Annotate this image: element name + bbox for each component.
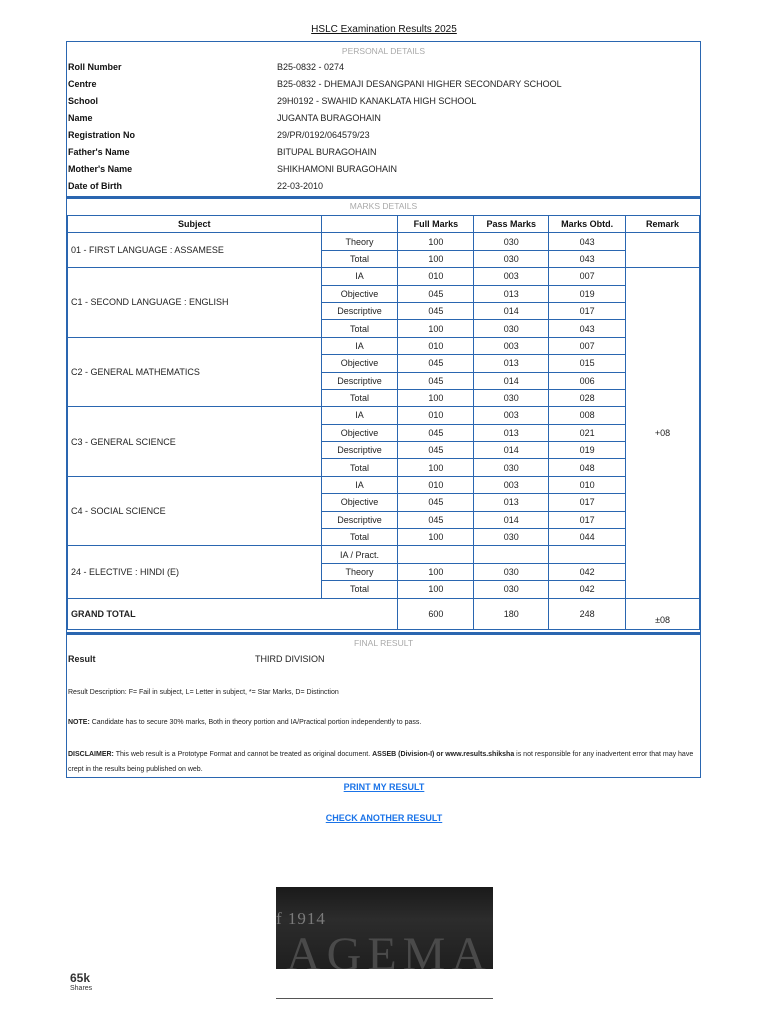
subject-name: C2 - GENERAL MATHEMATICS — [68, 337, 322, 407]
personal-detail-value: B25-0832 - DHEMAJI DESANGPANI HIGHER SECONDARY SCHOOL — [277, 79, 562, 89]
part-cell: Theory — [321, 233, 398, 250]
full-marks-cell: 100 — [398, 250, 474, 267]
full-marks-cell: 045 — [398, 285, 474, 302]
result-label: Result — [68, 654, 96, 664]
result-card — [66, 41, 701, 778]
advertisement-image[interactable] — [276, 887, 493, 969]
marks-obtained-cell: 021 — [549, 424, 626, 441]
personal-detail-value: SHIKHAMONI BURAGOHAIN — [277, 164, 398, 174]
print-result-link[interactable]: PRINT MY RESULT — [343, 782, 425, 792]
part-cell: Total — [321, 250, 398, 267]
pass-marks-cell: 030 — [474, 563, 549, 580]
note-text: Candidate has to secure 30% marks, Both in theory portion and IA/Practical portion independently to pass. — [89, 719, 422, 726]
pass-marks-cell: 013 — [474, 285, 549, 302]
personal-detail-label: Centre — [68, 79, 97, 89]
full-marks-cell: 045 — [398, 302, 474, 319]
part-cell: Total — [321, 389, 398, 406]
note — [68, 715, 696, 730]
pass-marks-cell: 014 — [474, 372, 549, 389]
part-cell: Descriptive — [321, 302, 398, 319]
part-cell: IA — [321, 337, 398, 354]
personal-detail-label: Father's Name — [68, 147, 130, 157]
result-value: THIRD DIVISION — [255, 654, 325, 664]
personal-detail-row — [67, 75, 700, 92]
marks-obtained-cell: 007 — [549, 268, 626, 285]
subject-name: C1 - SECOND LANGUAGE : ENGLISH — [68, 268, 322, 338]
full-marks-cell: 100 — [398, 320, 474, 337]
ad-text-title: AGEMA — [286, 928, 492, 969]
personal-detail-value: BITUPAL BURAGOHAIN — [277, 147, 377, 157]
remark-cell — [626, 233, 700, 268]
note-label: NOTE: — [68, 719, 90, 726]
disclaimer-label: DISCLAIMER: — [68, 751, 114, 758]
shares-count: 65k — [70, 971, 91, 985]
personal-detail-row — [67, 126, 700, 143]
ad-divider — [276, 998, 493, 999]
full-marks-cell: 100 — [398, 389, 474, 406]
part-cell: Objective — [321, 494, 398, 511]
subject-name: C4 - SOCIAL SCIENCE — [68, 476, 322, 546]
part-cell: Descriptive — [321, 372, 398, 389]
full-marks-cell — [398, 546, 474, 563]
personal-detail-row — [67, 92, 700, 109]
disclaimer-text: This web result is a Prototype Format and cannot be treated as original document. — [113, 751, 373, 758]
pass-marks-cell: 030 — [474, 320, 549, 337]
col-full-marks-header: Full Marks — [398, 216, 474, 233]
disclaimer — [68, 747, 696, 777]
marks-obtained-cell: 048 — [549, 459, 626, 476]
full-marks-cell: 010 — [398, 268, 474, 285]
pass-marks-cell: 030 — [474, 250, 549, 267]
personal-detail-label: School — [68, 96, 99, 106]
final-result-heading: FINAL RESULT — [353, 638, 414, 648]
part-cell: Total — [321, 320, 398, 337]
part-cell: IA — [321, 407, 398, 424]
marks-obtained-cell: 028 — [549, 389, 626, 406]
part-cell: Total — [321, 529, 398, 546]
personal-detail-row — [67, 160, 700, 177]
marks-row — [68, 407, 700, 424]
personal-details-heading: PERSONAL DETAILS — [341, 46, 426, 56]
check-another-result-link[interactable]: CHECK ANOTHER RESULT — [325, 813, 443, 823]
full-marks-cell: 100 — [398, 459, 474, 476]
full-marks-cell: 045 — [398, 424, 474, 441]
full-marks-cell: 100 — [398, 581, 474, 598]
subject-name: 01 - FIRST LANGUAGE : ASSAMESE — [68, 233, 322, 268]
part-cell: Objective — [321, 285, 398, 302]
col-pass-marks-header: Pass Marks — [474, 216, 549, 233]
part-cell: Descriptive — [321, 442, 398, 459]
grand-total-label: GRAND TOTAL — [68, 598, 398, 629]
marks-obtained-cell: 042 — [549, 581, 626, 598]
pass-marks-cell: 030 — [474, 389, 549, 406]
marks-obtained-cell: 008 — [549, 407, 626, 424]
personal-detail-label: Date of Birth — [68, 181, 122, 191]
marks-details-heading: MARKS DETAILS — [349, 201, 418, 211]
ad-text-year: f 1914 — [276, 909, 326, 928]
part-cell: IA / Pract. — [321, 546, 398, 563]
shares-label: Shares — [70, 985, 93, 992]
col-part-header — [321, 216, 398, 233]
marks-table — [67, 215, 700, 630]
result-description: Result Description: F= Fail in subject, L= Letter in subject, *= Star Marks, D= Distinction — [68, 689, 339, 696]
marks-obtained-cell: 043 — [549, 250, 626, 267]
marks-obtained-cell: 010 — [549, 476, 626, 493]
marks-row — [68, 476, 700, 493]
pass-marks-cell: 030 — [474, 581, 549, 598]
pass-marks-cell: 003 — [474, 476, 549, 493]
pass-marks-cell: 014 — [474, 302, 549, 319]
marks-row — [68, 233, 700, 250]
marks-obtained-cell: 015 — [549, 355, 626, 372]
grand-total-row — [68, 598, 700, 629]
marks-obtained-cell: 019 — [549, 285, 626, 302]
personal-detail-value: B25-0832 - 0274 — [277, 62, 345, 72]
marks-obtained-cell: 043 — [549, 233, 626, 250]
section-divider — [67, 632, 700, 635]
marks-obtained-cell: 042 — [549, 563, 626, 580]
part-cell: Objective — [321, 355, 398, 372]
full-marks-cell: 010 — [398, 407, 474, 424]
pass-marks-cell: 003 — [474, 268, 549, 285]
personal-detail-label: Name — [68, 113, 93, 123]
marks-row — [68, 337, 700, 354]
grand-total-remark — [626, 598, 700, 629]
marks-obtained-cell — [549, 546, 626, 563]
personal-detail-value: 29H0192 - SWAHID KANAKLATA HIGH SCHOOL — [277, 96, 477, 106]
remark-cell: +08 — [626, 268, 700, 598]
personal-detail-row — [67, 177, 700, 194]
personal-detail-value: 29/PR/0192/064579/23 — [277, 130, 370, 140]
full-marks-cell: 045 — [398, 511, 474, 528]
grand-total-remark-value: ±08 — [655, 614, 671, 625]
marks-obtained-cell: 044 — [549, 529, 626, 546]
grand-total-obtained: 248 — [549, 598, 626, 629]
marks-row — [68, 546, 700, 563]
pass-marks-cell: 013 — [474, 424, 549, 441]
personal-detail-row — [67, 58, 700, 75]
full-marks-cell: 100 — [398, 563, 474, 580]
pass-marks-cell: 030 — [474, 459, 549, 476]
personal-detail-value: 22-03-2010 — [277, 181, 324, 191]
personal-detail-value: JUGANTA BURAGOHAIN — [277, 113, 381, 123]
marks-obtained-cell: 043 — [549, 320, 626, 337]
part-cell: Total — [321, 459, 398, 476]
col-subject-header: Subject — [68, 216, 322, 233]
marks-obtained-cell: 006 — [549, 372, 626, 389]
part-cell: Total — [321, 581, 398, 598]
marks-obtained-cell: 007 — [549, 337, 626, 354]
marks-obtained-cell: 017 — [549, 511, 626, 528]
pass-marks-cell: 003 — [474, 337, 549, 354]
pass-marks-cell: 013 — [474, 494, 549, 511]
personal-detail-row — [67, 109, 700, 126]
full-marks-cell: 045 — [398, 355, 474, 372]
pass-marks-cell — [474, 546, 549, 563]
personal-detail-row — [67, 143, 700, 160]
personal-detail-label: Mother's Name — [68, 164, 133, 174]
part-cell: Theory — [321, 563, 398, 580]
personal-detail-label: Registration No — [68, 130, 136, 140]
full-marks-cell: 045 — [398, 372, 474, 389]
page-title: HSLC Examination Results 2025 — [311, 24, 457, 35]
part-cell: Descriptive — [321, 511, 398, 528]
grand-total-full: 600 — [398, 598, 474, 629]
disclaimer-org: ASSEB (Division-I) or www.results.shiksha — [372, 751, 515, 758]
full-marks-cell: 100 — [398, 529, 474, 546]
section-divider — [67, 196, 700, 199]
subject-name: C3 - GENERAL SCIENCE — [68, 407, 322, 477]
marks-obtained-cell: 019 — [549, 442, 626, 459]
pass-marks-cell: 013 — [474, 355, 549, 372]
pass-marks-cell: 030 — [474, 233, 549, 250]
marks-obtained-cell: 017 — [549, 302, 626, 319]
pass-marks-cell: 003 — [474, 407, 549, 424]
personal-detail-label: Roll Number — [68, 62, 122, 72]
disclaimer-text-end: is not responsible for any inadvertent error that may have crept in the results being published on web. — [68, 751, 694, 773]
grand-total-pass: 180 — [474, 598, 549, 629]
full-marks-cell: 100 — [398, 233, 474, 250]
full-marks-cell: 045 — [398, 494, 474, 511]
col-marks-obtained-header: Marks Obtd. — [549, 216, 626, 233]
part-cell: IA — [321, 476, 398, 493]
full-marks-cell: 045 — [398, 442, 474, 459]
marks-header-row — [68, 216, 700, 233]
marks-row — [68, 268, 700, 285]
pass-marks-cell: 014 — [474, 442, 549, 459]
marks-obtained-cell: 017 — [549, 494, 626, 511]
part-cell: IA — [321, 268, 398, 285]
subject-name: 24 - ELECTIVE : HINDI (E) — [68, 546, 322, 598]
part-cell: Objective — [321, 424, 398, 441]
pass-marks-cell: 014 — [474, 511, 549, 528]
pass-marks-cell: 030 — [474, 529, 549, 546]
full-marks-cell: 010 — [398, 337, 474, 354]
full-marks-cell: 010 — [398, 476, 474, 493]
col-remark-header: Remark — [626, 216, 700, 233]
